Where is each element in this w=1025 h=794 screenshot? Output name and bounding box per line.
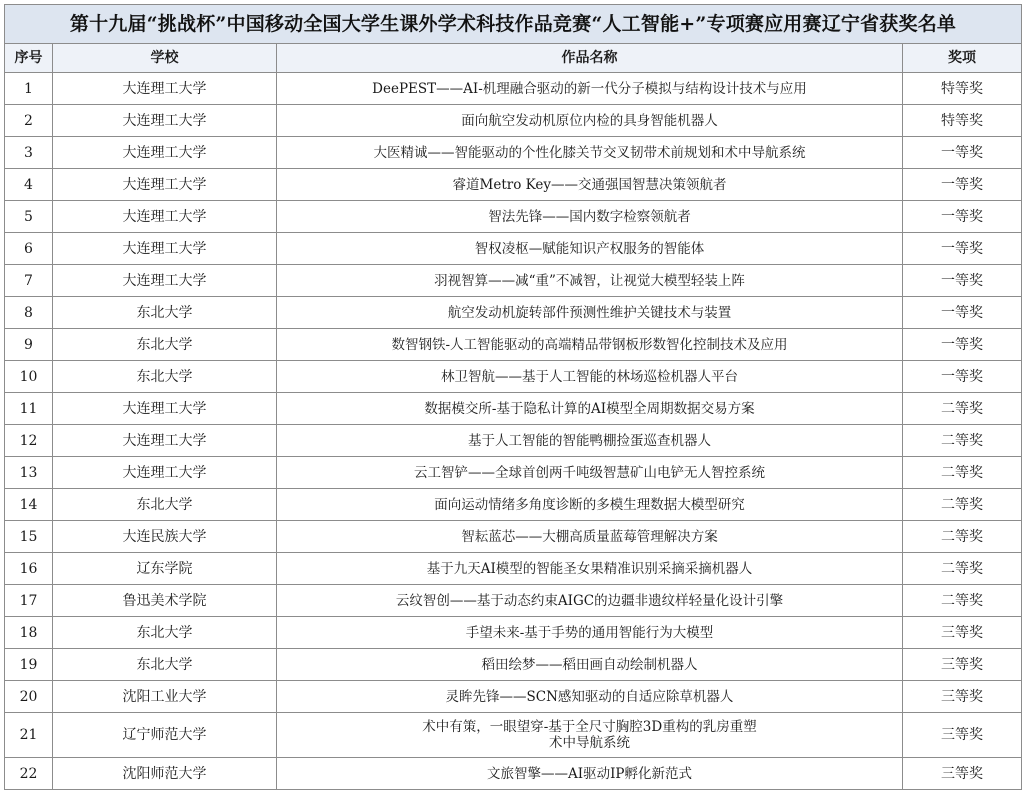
cell-work: 智权凌枢—赋能知识产权服务的智能体: [277, 233, 903, 265]
header-school: 学校: [53, 44, 277, 73]
cell-no: 16: [5, 553, 53, 585]
cell-work: 大医精诚——智能驱动的个性化膝关节交叉韧带术前规划和术中导航系统: [277, 137, 903, 169]
cell-no: 7: [5, 265, 53, 297]
cell-no: 3: [5, 137, 53, 169]
cell-award: 二等奖: [903, 521, 1022, 553]
header-award: 奖项: [903, 44, 1022, 73]
cell-no: 1: [5, 73, 53, 105]
table-row: [5, 265, 1022, 297]
cell-award: 二等奖: [903, 553, 1022, 585]
cell-award: 一等奖: [903, 329, 1022, 361]
cell-work: 羽视智算——减“重”不减智，让视觉大模型轻装上阵: [277, 265, 903, 297]
cell-school: 东北大学: [53, 297, 277, 329]
table-row: [5, 681, 1022, 713]
cell-work: 智法先锋——国内数字检察领航者: [277, 201, 903, 233]
cell-no: 15: [5, 521, 53, 553]
cell-award: 特等奖: [903, 73, 1022, 105]
cell-work: 数据模交所-基于隐私计算的AI模型全周期数据交易方案: [277, 393, 903, 425]
cell-school: 东北大学: [53, 329, 277, 361]
table-row: [5, 617, 1022, 649]
cell-school: 大连理工大学: [53, 73, 277, 105]
cell-no: 10: [5, 361, 53, 393]
table-row: [5, 425, 1022, 457]
cell-work-line: 术中导航系统: [549, 735, 630, 751]
cell-work: 手望未来-基于手势的通用智能行为大模型: [277, 617, 903, 649]
cell-school: 东北大学: [53, 617, 277, 649]
cell-no: 19: [5, 649, 53, 681]
cell-work: 基于九天AI模型的智能圣女果精准识别采摘采摘机器人: [277, 553, 903, 585]
cell-award: 一等奖: [903, 169, 1022, 201]
cell-work: 灵眸先锋——SCN感知驱动的自适应除草机器人: [277, 681, 903, 713]
cell-work: 云工智铲——全球首创两千吨级智慧矿山电铲无人智控系统: [277, 457, 903, 489]
table-row: [5, 553, 1022, 585]
cell-school: 辽宁师范大学: [53, 713, 277, 758]
header-row: [5, 44, 1022, 73]
cell-school: 大连理工大学: [53, 393, 277, 425]
cell-award: 二等奖: [903, 585, 1022, 617]
cell-school: 大连民族大学: [53, 521, 277, 553]
cell-school: 东北大学: [53, 489, 277, 521]
table-row: [5, 585, 1022, 617]
table-row: [5, 73, 1022, 105]
table-row: [5, 713, 1022, 758]
table-row: [5, 521, 1022, 553]
cell-award: 一等奖: [903, 201, 1022, 233]
cell-work: [277, 713, 903, 758]
cell-award: 一等奖: [903, 297, 1022, 329]
cell-award: 二等奖: [903, 393, 1022, 425]
header-work: 作品名称: [277, 44, 903, 73]
cell-no: 18: [5, 617, 53, 649]
cell-award: 三等奖: [903, 649, 1022, 681]
table-row: [5, 105, 1022, 137]
cell-no: 22: [5, 758, 53, 790]
cell-work: 林卫智航——基于人工智能的林场巡检机器人平台: [277, 361, 903, 393]
cell-no: 11: [5, 393, 53, 425]
cell-work: 航空发动机旋转部件预测性维护关键技术与装置: [277, 297, 903, 329]
table-row: [5, 137, 1022, 169]
cell-school: 东北大学: [53, 361, 277, 393]
cell-no: 8: [5, 297, 53, 329]
cell-school: 沈阳工业大学: [53, 681, 277, 713]
cell-work: 基于人工智能的智能鸭棚捡蛋巡查机器人: [277, 425, 903, 457]
table-row: [5, 457, 1022, 489]
cell-no: 4: [5, 169, 53, 201]
cell-award: 三等奖: [903, 617, 1022, 649]
cell-no: 6: [5, 233, 53, 265]
cell-award: 二等奖: [903, 489, 1022, 521]
cell-no: 12: [5, 425, 53, 457]
table-row: [5, 649, 1022, 681]
table-row: [5, 393, 1022, 425]
cell-no: 17: [5, 585, 53, 617]
table-row: [5, 169, 1022, 201]
cell-work: 文旅智擎——AI驱动IP孵化新范式: [277, 758, 903, 790]
cell-award: 一等奖: [903, 361, 1022, 393]
cell-work: 数智钢铁-人工智能驱动的高端精品带钢板形数智化控制技术及应用: [277, 329, 903, 361]
cell-award: 一等奖: [903, 265, 1022, 297]
header-no: 序号: [5, 44, 53, 73]
cell-school: 大连理工大学: [53, 425, 277, 457]
table-row: [5, 297, 1022, 329]
table-row: [5, 758, 1022, 790]
table-row: [5, 361, 1022, 393]
cell-no: 13: [5, 457, 53, 489]
table-row: [5, 233, 1022, 265]
cell-no: 2: [5, 105, 53, 137]
cell-school: 大连理工大学: [53, 137, 277, 169]
table-title: 第十九届“挑战杯”中国移动全国大学生课外学术科技作品竞赛“人工智能+”专项赛应用赛辽宁省获奖名单: [5, 5, 1022, 44]
cell-school: 沈阳师范大学: [53, 758, 277, 790]
cell-award: 一等奖: [903, 137, 1022, 169]
award-list-table: [4, 4, 1022, 790]
cell-work: 云纹智创——基于动态约束AIGC的边疆非遗纹样轻量化设计引擎: [277, 585, 903, 617]
cell-award: 二等奖: [903, 425, 1022, 457]
table-row: [5, 489, 1022, 521]
cell-award: 三等奖: [903, 713, 1022, 758]
cell-no: 5: [5, 201, 53, 233]
cell-work: 睿道Metro Key——交通强国智慧决策领航者: [277, 169, 903, 201]
cell-award: 三等奖: [903, 758, 1022, 790]
cell-no: 21: [5, 713, 53, 758]
cell-work: 智耘蓝芯——大棚高质量蓝莓管理解决方案: [277, 521, 903, 553]
table-row: [5, 329, 1022, 361]
cell-no: 9: [5, 329, 53, 361]
cell-work: 面向运动情绪多角度诊断的多模生理数据大模型研究: [277, 489, 903, 521]
cell-award: 三等奖: [903, 681, 1022, 713]
cell-school: 东北大学: [53, 649, 277, 681]
cell-no: 14: [5, 489, 53, 521]
cell-school: 辽东学院: [53, 553, 277, 585]
cell-award: 特等奖: [903, 105, 1022, 137]
cell-work-line: 术中有策，一眼望穿-基于全尺寸胸腔3D重构的乳房重塑: [422, 719, 757, 735]
cell-work: 稻田绘梦——稻田画自动绘制机器人: [277, 649, 903, 681]
cell-school: 大连理工大学: [53, 457, 277, 489]
cell-school: 鲁迅美术学院: [53, 585, 277, 617]
cell-school: 大连理工大学: [53, 105, 277, 137]
title-row: [5, 5, 1022, 44]
cell-no: 20: [5, 681, 53, 713]
cell-award: 一等奖: [903, 233, 1022, 265]
cell-award: 二等奖: [903, 457, 1022, 489]
table-row: [5, 201, 1022, 233]
cell-work: 面向航空发动机原位内检的具身智能机器人: [277, 105, 903, 137]
cell-school: 大连理工大学: [53, 233, 277, 265]
cell-school: 大连理工大学: [53, 169, 277, 201]
cell-school: 大连理工大学: [53, 265, 277, 297]
cell-school: 大连理工大学: [53, 201, 277, 233]
cell-work: DeePEST——AI-机理融合驱动的新一代分子模拟与结构设计技术与应用: [277, 73, 903, 105]
